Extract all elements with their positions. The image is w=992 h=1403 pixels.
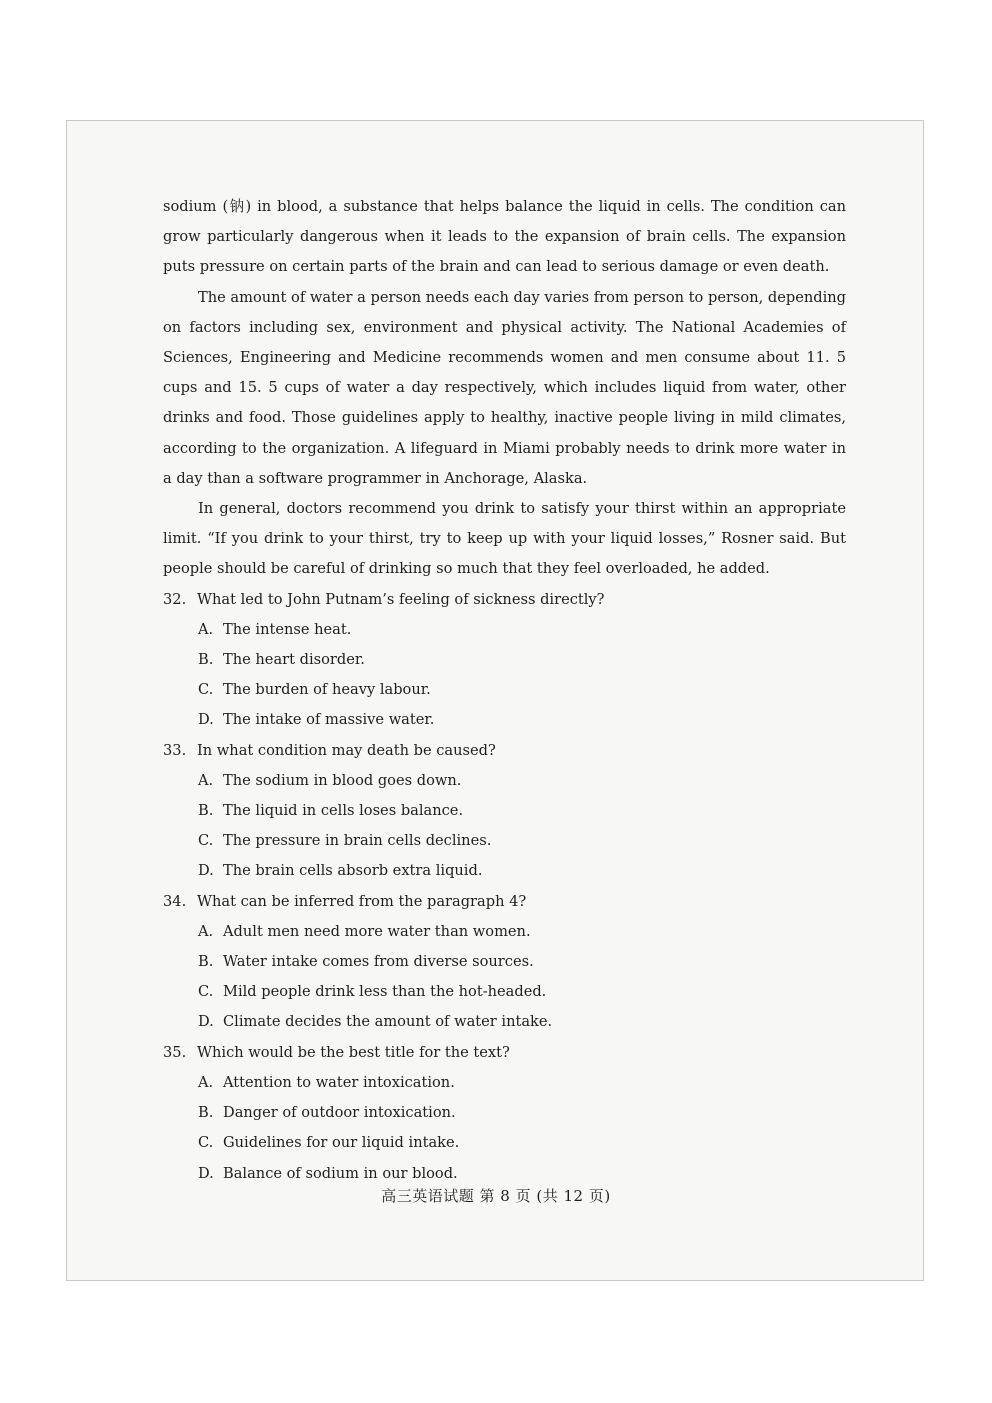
- option-letter: D.: [198, 862, 214, 880]
- option-text: Water intake comes from diverse sources.: [223, 953, 534, 971]
- option-text: The heart disorder.: [223, 651, 365, 669]
- question-stem: [163, 887, 846, 917]
- option-letter: A.: [198, 922, 214, 940]
- option-text: The brain cells absorb extra liquid.: [223, 862, 483, 880]
- option-b[interactable]: [163, 645, 846, 675]
- question-33: [163, 736, 846, 887]
- option-text: The intense heat.: [223, 620, 352, 638]
- question-number: 32.: [163, 590, 187, 608]
- option-letter: A.: [198, 771, 214, 789]
- option-b[interactable]: [163, 796, 846, 826]
- question-stem: [163, 736, 846, 766]
- option-text: Attention to water intoxication.: [223, 1073, 455, 1091]
- question-35: [163, 1038, 846, 1189]
- option-a[interactable]: [163, 1068, 846, 1098]
- page-footer: 高三英语试题 第 8 页 (共 12 页): [381, 1187, 611, 1205]
- option-text: Balance of sodium in our blood.: [223, 1164, 458, 1182]
- option-letter: A.: [198, 1073, 214, 1091]
- option-d[interactable]: [163, 856, 846, 886]
- option-text: Adult men need more water than women.: [223, 922, 531, 940]
- option-letter: B.: [198, 651, 214, 669]
- question-stem: [163, 585, 846, 615]
- reading-passage: [163, 192, 846, 585]
- question-number: 35.: [163, 1043, 187, 1061]
- option-b[interactable]: [163, 1098, 846, 1128]
- option-letter: B.: [198, 953, 214, 971]
- option-text: Guidelines for our liquid intake.: [223, 1134, 460, 1152]
- question-stem: [163, 1038, 846, 1068]
- page-content: [163, 192, 846, 1189]
- option-text: Mild people drink less than the hot-headed.: [223, 983, 547, 1001]
- option-c[interactable]: [163, 826, 846, 856]
- passage-paragraph-3: In general, doctors recommend you drink to satisfy your thirst within an appropriate limit. “If you drink to your thirst, try to keep up with your liquid losses,” Rosner said. But people should be careful of drinking so much that they feel overloaded, he added.: [163, 500, 846, 578]
- option-c[interactable]: [163, 1128, 846, 1158]
- option-d[interactable]: [163, 1007, 846, 1037]
- option-d[interactable]: [163, 705, 846, 735]
- question-text: What can be inferred from the paragraph 4?: [197, 892, 527, 910]
- option-text: Climate decides the amount of water intake.: [223, 1013, 553, 1031]
- option-letter: B.: [198, 1104, 214, 1122]
- option-a[interactable]: [163, 766, 846, 796]
- option-letter: B.: [198, 802, 214, 820]
- option-text: The intake of massive water.: [223, 711, 435, 729]
- option-text: The sodium in blood goes down.: [223, 771, 462, 789]
- passage-paragraph-2: The amount of water a person needs each day varies from person to person, depending on factors including sex, environment and physical activity. The National Academies of Sciences, Engineering and Medicine recommends women and men consume about 11. 5 cups and 15. 5 cups of water a day respectively, which includes liquid from water, other drinks and food. Those guidelines apply to healthy, inactive people living in mild climates, according to the organization. A lifeguard in Miami probably needs to drink more water in a day than a software programmer in Anchorage, Alaska.: [163, 288, 846, 487]
- option-text: The burden of heavy labour.: [223, 681, 431, 699]
- passage-paragraph-1: sodium (钠) in blood, a substance that helps balance the liquid in cells. The condition can grow particularly dangerous when it leads to the expansion of brain cells. The expansion puts pressure on certain parts of the brain and can lead to serious damage or even death.: [163, 198, 846, 276]
- option-letter: C.: [198, 1134, 214, 1152]
- question-text: Which would be the best title for the text?: [197, 1043, 510, 1061]
- question-text: In what condition may death be caused?: [197, 741, 496, 759]
- question-34: [163, 887, 846, 1038]
- option-letter: D.: [198, 711, 214, 729]
- option-letter: A.: [198, 620, 214, 638]
- question-32: [163, 585, 846, 736]
- question-text: What led to John Putnam’s feeling of sickness directly?: [197, 590, 605, 608]
- option-a[interactable]: [163, 615, 846, 645]
- option-letter: C.: [198, 832, 214, 850]
- option-text: The liquid in cells loses balance.: [223, 802, 464, 820]
- option-letter: C.: [198, 681, 214, 699]
- option-text: The pressure in brain cells declines.: [223, 832, 492, 850]
- option-c[interactable]: [163, 977, 846, 1007]
- option-b[interactable]: [163, 947, 846, 977]
- option-letter: D.: [198, 1164, 214, 1182]
- question-number: 33.: [163, 741, 187, 759]
- option-letter: D.: [198, 1013, 214, 1031]
- question-number: 34.: [163, 892, 187, 910]
- option-a[interactable]: [163, 917, 846, 947]
- option-text: Danger of outdoor intoxication.: [223, 1104, 456, 1122]
- option-letter: C.: [198, 983, 214, 1001]
- option-c[interactable]: [163, 675, 846, 705]
